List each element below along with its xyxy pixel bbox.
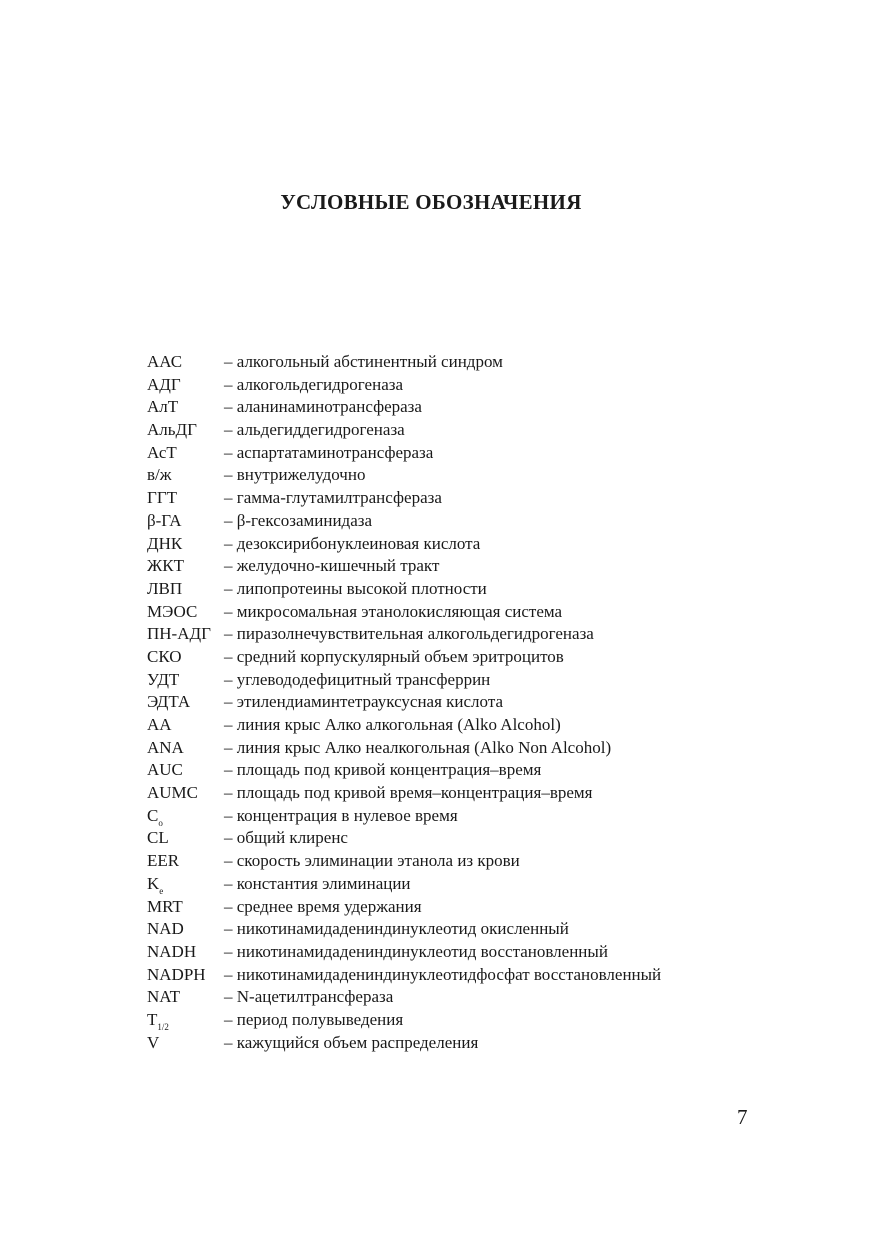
abbreviation-term-text: K (147, 873, 160, 893)
abbreviation-term (147, 759, 224, 782)
abbreviation-definition: – скорость элиминации этанола из крови (224, 851, 520, 871)
abbreviation-definition: – концентрация в нулевое время (224, 805, 458, 825)
abbreviation-row (147, 510, 787, 533)
abbreviation-term (147, 986, 224, 1009)
abbreviation-term (147, 396, 224, 419)
abbreviation-term-text: ЖКТ (147, 556, 184, 576)
abbreviation-definition: – желудочно-кишечный тракт (224, 556, 440, 576)
abbreviation-term-text: ЛВП (147, 578, 183, 598)
abbreviation-definition: – аланинаминотрансфераза (224, 397, 422, 417)
abbreviation-row (147, 918, 787, 941)
abbreviation-definition: – пиразолнечувствительная алкогольдегидрогеназа (224, 624, 594, 644)
abbreviation-row (147, 1032, 787, 1055)
abbreviation-row (147, 442, 787, 465)
abbreviation-term (147, 374, 224, 397)
abbreviation-term-text: EER (147, 851, 180, 871)
abbreviation-term-text: NADPH (147, 964, 206, 984)
abbreviation-row (147, 986, 787, 1009)
abbreviation-row (147, 714, 787, 737)
abbreviation-term-text: УДТ (147, 669, 180, 689)
abbreviation-term (147, 487, 224, 510)
abbreviation-row (147, 555, 787, 578)
abbreviation-definition: – общий клиренс (224, 828, 348, 848)
abbreviation-term-text: АсТ (147, 442, 177, 462)
abbreviation-definition: – микросомальная этанолокисляющая система (224, 601, 563, 621)
abbreviation-term (147, 578, 224, 601)
abbreviation-row (147, 873, 787, 896)
abbreviation-row (147, 578, 787, 601)
abbreviation-definition: – липопротеины высокой плотности (224, 578, 487, 598)
abbreviation-term-text: АДГ (147, 374, 181, 394)
abbreviation-term-text: CL (147, 828, 169, 848)
abbreviation-term-text: ЭДТА (147, 692, 191, 712)
abbreviation-definition: – площадь под кривой время–концентрация–время (224, 783, 593, 803)
abbreviation-definition: – аспартатаминотрансфераза (224, 442, 434, 462)
abbreviation-definition: – альдегиддегидрогеназа (224, 420, 405, 440)
abbreviation-term (147, 669, 224, 692)
abbreviation-term-text: AA (147, 715, 172, 734)
abbreviation-list (147, 351, 787, 1054)
abbreviation-term (147, 896, 224, 919)
abbreviation-definition: – гамма-глутамилтрансфераза (224, 488, 442, 508)
abbreviation-term-text: β-ГА (147, 510, 182, 530)
abbreviation-term-text: MRT (147, 896, 183, 916)
abbreviation-term (147, 555, 224, 578)
abbreviation-row (147, 669, 787, 692)
abbreviation-term (147, 827, 224, 850)
abbreviation-row (147, 1009, 787, 1032)
abbreviation-term (147, 964, 224, 987)
abbreviation-row (147, 737, 787, 760)
abbreviation-definition: – N-ацетилтрансфераза (224, 987, 394, 1007)
abbreviation-row (147, 464, 787, 487)
abbreviation-row (147, 419, 787, 442)
abbreviation-row (147, 533, 787, 556)
abbreviation-term-text: ДНК (147, 533, 183, 553)
abbreviation-definition: – алкогольдегидрогеназа (224, 374, 403, 394)
abbreviation-term (147, 1009, 224, 1032)
abbreviation-definition: – дезоксирибонуклеиновая кислота (224, 533, 481, 553)
abbreviation-term-text: NAD (147, 919, 184, 939)
abbreviation-term (147, 623, 224, 646)
abbreviation-term (147, 533, 224, 556)
abbreviation-term-text: AUC (147, 760, 183, 780)
abbreviation-definition: – константия элиминации (224, 873, 411, 893)
abbreviation-term-text: АльДГ (147, 420, 197, 440)
abbreviation-row (147, 487, 787, 510)
abbreviation-term (147, 419, 224, 442)
abbreviation-definition: – линия крыс Алко неалкогольная (Alko Non Alcohol) (224, 737, 612, 757)
page-number: 7 (737, 1105, 748, 1129)
abbreviation-term-text: ААС (147, 352, 183, 371)
abbreviation-term-text: AUMC (147, 783, 199, 803)
abbreviation-term-text: ПН-АДГ (147, 624, 211, 644)
abbreviation-definition: – кажущийся объем распределения (224, 1032, 479, 1052)
abbreviation-term-text: C (147, 805, 159, 825)
abbreviation-definition: – площадь под кривой концентрация–время (224, 760, 542, 780)
abbreviation-term (147, 918, 224, 941)
abbreviation-row (147, 759, 787, 782)
abbreviation-row (147, 351, 787, 374)
abbreviation-definition: – β-гексозаминидаза (224, 510, 373, 530)
abbreviation-definition: – углевододефицитный трансферрин (224, 669, 491, 689)
abbreviation-row (147, 396, 787, 419)
abbreviation-subscript: o (158, 817, 163, 828)
abbreviation-definition: – никотинамидадениндинуклеотид окисленный (224, 919, 569, 939)
abbreviation-row (147, 964, 787, 987)
abbreviation-definition: – никотинамидадениндинуклеотид восстановленный (224, 941, 608, 961)
abbreviation-term (147, 442, 224, 465)
abbreviation-term (147, 464, 224, 487)
abbreviation-row (147, 646, 787, 669)
abbreviation-subscript: 1/2 (157, 1021, 169, 1032)
abbreviation-definition: – алкогольный абстинентный синдром (224, 352, 503, 371)
abbreviation-definition: – средний корпускулярный объем эритроцитов (224, 646, 564, 666)
abbreviation-term-text: в/ж (147, 465, 172, 485)
abbreviation-definition: – внутрижелудочно (224, 465, 366, 485)
abbreviation-term-text: СКО (147, 646, 182, 666)
abbreviation-term-text: T (147, 1009, 158, 1029)
abbreviation-definition: – среднее время удержания (224, 896, 422, 916)
abbreviation-row (147, 896, 787, 919)
abbreviation-row (147, 782, 787, 805)
abbreviation-term (147, 714, 224, 737)
abbreviation-term (147, 510, 224, 533)
abbreviation-term-text: V (147, 1032, 160, 1052)
abbreviation-term (147, 850, 224, 873)
abbreviation-row (147, 805, 787, 828)
abbreviation-term (147, 941, 224, 964)
abbreviation-subscript: e (159, 885, 164, 896)
abbreviation-definition: – линия крыс Алко алкогольная (Alko Alcohol) (224, 715, 561, 734)
abbreviation-definition: – никотинамидадениндинуклеотидфосфат восстановленный (224, 964, 662, 984)
abbreviation-term-text: NAT (147, 987, 181, 1007)
abbreviation-term (147, 1032, 224, 1055)
abbreviation-term (147, 805, 224, 828)
abbreviation-definition: – период полувыведения (224, 1009, 404, 1029)
abbreviation-term (147, 646, 224, 669)
abbreviation-term (147, 691, 224, 714)
abbreviation-row (147, 601, 787, 624)
abbreviation-term-text: МЭОС (147, 601, 198, 621)
abbreviation-term-text: АлТ (147, 397, 179, 417)
abbreviation-term (147, 351, 224, 374)
abbreviation-row (147, 850, 787, 873)
abbreviation-term (147, 782, 224, 805)
abbreviation-term (147, 873, 224, 896)
abbreviation-term (147, 737, 224, 760)
abbreviation-row (147, 691, 787, 714)
abbreviation-row (147, 941, 787, 964)
abbreviation-term (147, 601, 224, 624)
abbreviation-term-text: ANA (147, 737, 184, 757)
page-title: УСЛОВНЫЕ ОБОЗНАЧЕНИЯ (280, 190, 582, 214)
abbreviation-row (147, 374, 787, 397)
abbreviation-row (147, 827, 787, 850)
abbreviation-term-text: ГГТ (147, 488, 178, 508)
abbreviation-definition: – этилендиаминтетрауксусная кислота (224, 692, 503, 712)
abbreviation-term-text: NADH (147, 941, 197, 961)
abbreviation-row (147, 623, 787, 646)
